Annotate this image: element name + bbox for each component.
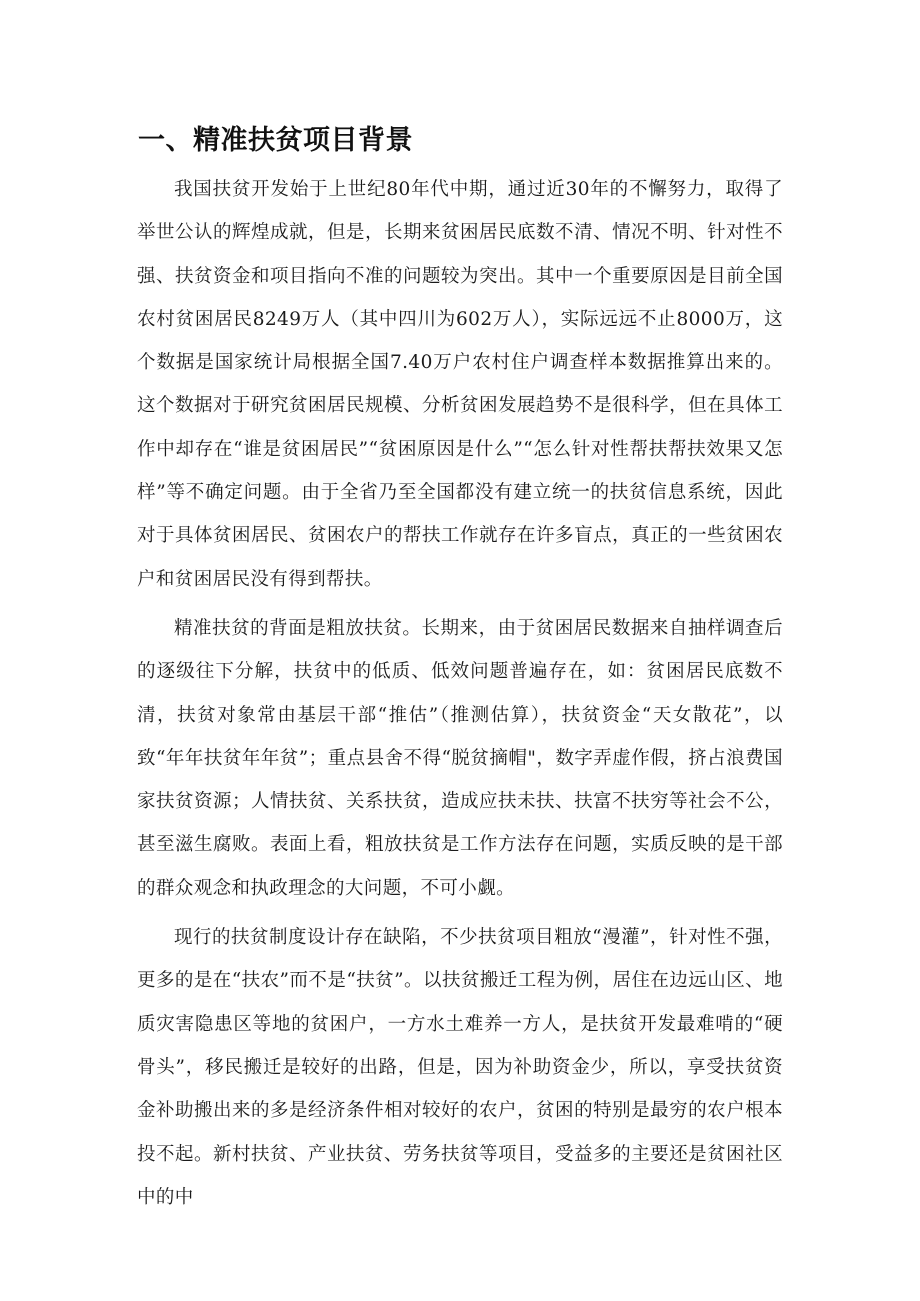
paragraph-3: 现行的扶贫制度设计存在缺陷，不少扶贫项目粗放“漫灌”，针对性不强，更多的是在“扶农”而不是“扶贫”。以扶贫搬迁工程为例，居住在边远山区、地质灾害隐患区等地的贫困户，一方水土难养一方人，是扶贫开发最难啃的“硬骨头”，移民搬迁是较好的出路，但是，因为补助资金少，所以，享受扶贫资金补助搬出来的多是经济条件相对较好的农户，贫困的特别是最穷的农户根本投不起。新村扶贫、产业扶贫、劳务扶贫等项目，受益多的主要还是贫困社区中的中	[137, 927, 783, 1208]
section-heading: 一、精准扶贫项目背景	[138, 125, 413, 156]
body-text	[137, 168, 783, 1225]
paragraph-2: 精准扶贫的背面是粗放扶贫。长期来，由于贫困居民数据来自抽样调查后的逐级往下分解，扶贫中的低质、低效问题普遍存在，如：贫困居民底数不清，扶贫对象常由基层干部“推估”（推测估算），扶贫资金“天女散花”，以致“年年扶贫年年贫”；重点县舍不得“脱贫摘帽"，数字弄虚作假，挤占浪费国家扶贫资源；人情扶贫、关系扶贫，造成应扶未扶、扶富不扶穷等社会不公，甚至滋生腐败。表面上看，粗放扶贫是工作方法存在问题，实质反映的是干部的群众观念和执政理念的大问题，不可小觑。	[137, 617, 783, 899]
paragraph-1: 我国扶贫开发始于上世纪80年代中期，通过近30年的不懈努力，取得了举世公认的辉煌成就，但是，长期来贫困居民底数不清、情况不明、针对性不强、扶贫资金和项目指向不准的问题较为突出。其中一个重要原因是目前全国农村贫困居民8249万人（其中四川为602万人），实际远远不止8000万，这个数据是国家统计局根据全国7.40万户农村住户调查样本数据推算出来的。这个数据对于研究贫困居民规模、分析贫困发展趋势不是很科学，但在具体工作中却存在“谁是贫困居民”“贫困原因是什么”“怎么针对性帮扶帮扶效果又怎样”等不确定问题。由于全省乃至全国都没有建立统一的扶贫信息系统，因此对于具体贫困居民、贫困农户的帮扶工作就存在许多盲点，真正的一些贫困农户和贫困居民没有得到帮扶。	[137, 179, 783, 590]
